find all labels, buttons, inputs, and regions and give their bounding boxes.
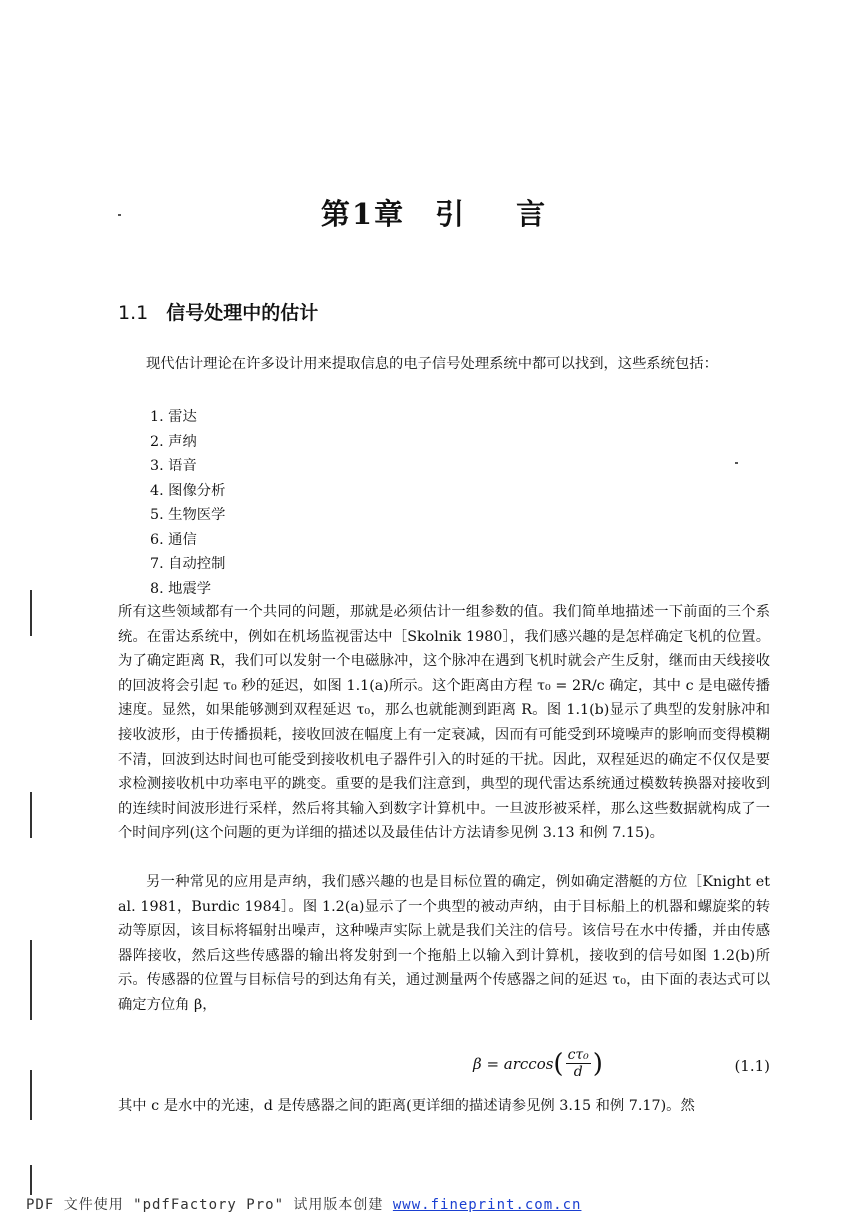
margin-bar bbox=[30, 792, 32, 838]
section-title: 信号处理中的估计 bbox=[166, 302, 319, 324]
body-paragraph-radar: 所有这些领域都有一个共同的问题，那就是必须估计一组参数的值。我们简单地描述一下前面的三个系统。在雷达系统中，例如在机场监视雷达中［Skolnik 1980］，我们感兴趣的是怎样确定飞机的位置。为了确定距离 R，我们可以发射一个电磁脉冲，这个脉冲在遇到飞机时就会产生反射，继而由天线接收的回波将会引起 τ₀ 秒的延迟，如图 1.1(a)所示。这个距离由方程 τ₀ = 2R/c 确定，其中 c 是电磁传播速度。显然，如果能够测到双程延迟 τ₀，那么也就能测到距离 R。图 1.1(b)显示了典型的发射脉冲和接收波形，由于传播损耗，接收回波在幅度上有一定衰减，因而有可能受到环境噪声的影响而变得模糊不清，回波到达时间也可能受到接收机电子器件引入的时延的干扰。因此，双程延迟的确定不仅仅是要求检测接收机中功率电平的跳变。重要的是我们注意到，典型的现代雷达系统通过模数转换器对接收到的连续时间波形进行采样，然后将其输入到数字计算机中。一旦波形被采样，那么这些数据就构成了一个时间序列(这个问题的更为详细的描述以及最佳估计方法请参见例 3.13 和例 7.15)。 bbox=[118, 604, 770, 842]
scan-speck bbox=[118, 214, 121, 216]
equation-fraction bbox=[566, 1047, 591, 1080]
footer-text: PDF 文件使用 "pdfFactory Pro" 试用版本创建 bbox=[26, 1197, 393, 1213]
list-item: 2. 声纳 bbox=[150, 433, 197, 450]
equation-1-1 bbox=[118, 1045, 770, 1085]
list-item: 5. 生物医学 bbox=[150, 507, 226, 523]
application-list bbox=[150, 405, 225, 601]
margin-bar bbox=[30, 590, 32, 636]
body-paragraph-sonar: 另一种常见的应用是声纳，我们感兴趣的也是目标位置的确定，例如确定潜艇的方位［Knight et al. 1981，Burdic 1984］。图 1.2(a)显示了一个典型的被动声纳，由于目标船上的机器和螺旋桨的转动等原因，该目标将辐射出噪声，这种噪声实际上就是我们关注的信号。该信号在水中传播，并由传感器阵接收，然后这些传感器的输出将发射到一个拖船上以输入到计算机，接收到的信号如图 1.2(b)所示。传感器的位置与目标信号的到达角有关，通过测量两个传感器之间的延迟 τ₀，由下面的表达式可以确定方位角 β， bbox=[118, 874, 770, 1013]
list-item: 1. 雷达 bbox=[150, 409, 197, 425]
pdf-footer bbox=[26, 1194, 581, 1214]
equation-number: (1.1) bbox=[734, 1057, 770, 1075]
margin-bar bbox=[30, 1165, 32, 1195]
section-heading bbox=[118, 298, 318, 325]
chapter-number: 第1章 bbox=[320, 197, 406, 231]
scan-speck bbox=[735, 462, 738, 464]
fraction-numerator: cτ₀ bbox=[567, 1047, 589, 1063]
list-item: 4. 图像分析 bbox=[150, 482, 226, 499]
paren-close: ) bbox=[592, 1048, 603, 1079]
margin-bar bbox=[30, 940, 32, 1020]
chapter-title bbox=[0, 192, 868, 233]
list-item: 8. 地震学 bbox=[150, 580, 212, 597]
list-item: 6. 通信 bbox=[150, 531, 197, 548]
chapter-word-1: 引 bbox=[435, 197, 467, 231]
margin-bar bbox=[30, 1070, 32, 1120]
chapter-word-2: 言 bbox=[516, 197, 548, 231]
footer-link[interactable]: www.fineprint.com.cn bbox=[392, 1197, 582, 1213]
intro-paragraph: 现代估计理论在许多设计用来提取信息的电子信号处理系统中都可以找到，这些系统包括： bbox=[146, 356, 718, 372]
equation-lhs: β = arccos bbox=[473, 1054, 554, 1073]
body-paragraph-continued: 其中 c 是水中的光速，d 是传感器之间的距离(更详细的描述请参见例 3.15 和例 7.17)。然 bbox=[118, 1098, 695, 1114]
fraction-denominator: d bbox=[573, 1064, 583, 1080]
list-item: 3. 语音 bbox=[150, 458, 197, 474]
paren-open: ( bbox=[553, 1048, 564, 1079]
section-number: 1.1 bbox=[118, 302, 149, 324]
list-item: 7. 自动控制 bbox=[150, 556, 226, 572]
